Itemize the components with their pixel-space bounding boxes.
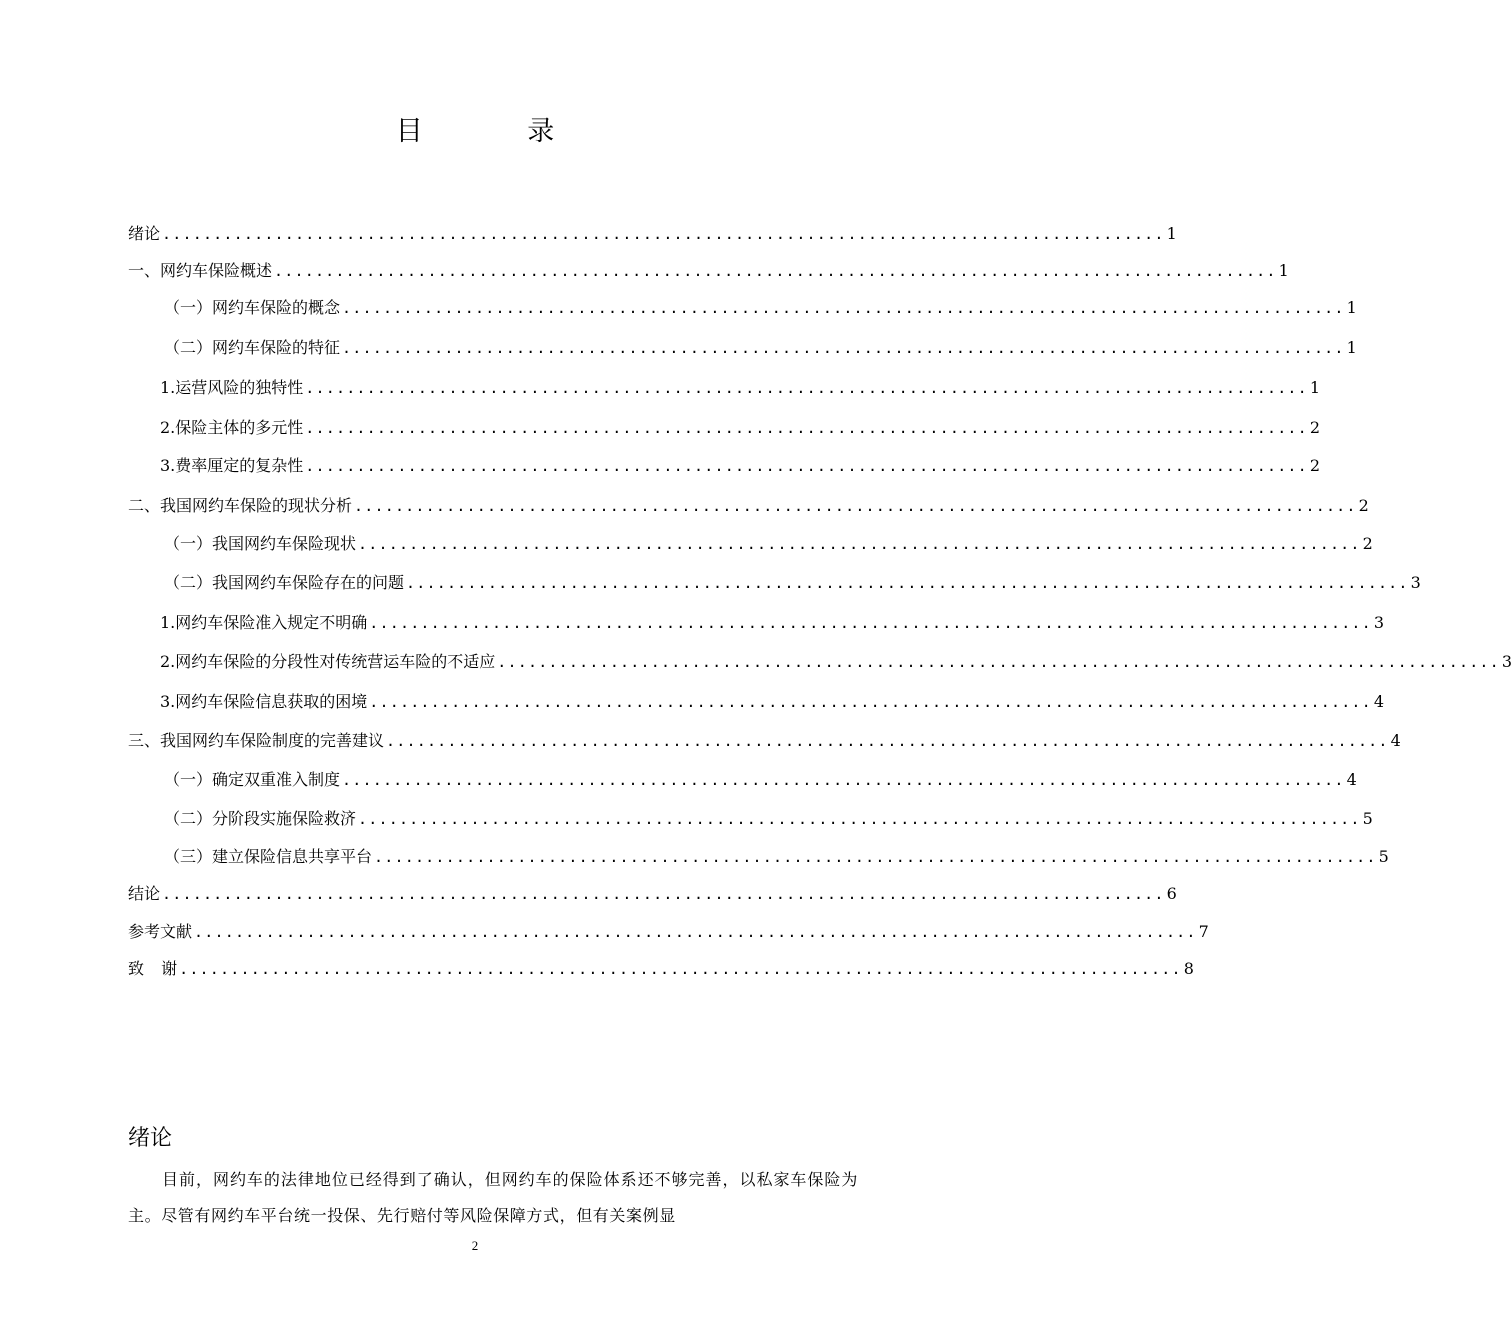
toc-entry[interactable]: [128, 334, 1357, 362]
toc-entry[interactable]: [128, 530, 1373, 558]
toc-entry-text: 1.运营风险的独特性: [160, 378, 304, 397]
toc-leader-dots: ..................................................................................................: [162, 225, 1165, 243]
toc-leader-dots: ..................................................................................................: [369, 614, 1372, 632]
toc-leader-dots: ..................................................................................................: [374, 848, 1377, 866]
toc-entry[interactable]: [128, 727, 1401, 755]
toc-entry-page: 7: [1198, 922, 1209, 941]
toc-entry-page: 3: [1501, 652, 1512, 671]
toc-entry-text: （一）网约车保险的概念: [164, 298, 341, 317]
toc-entry[interactable]: [128, 492, 1369, 520]
section-heading: 绪论: [128, 1126, 173, 1151]
toc-entry-text: 2.保险主体的多元性: [160, 418, 304, 437]
toc-entry-page: 8: [1183, 959, 1194, 978]
toc-entry-page: 1: [1166, 224, 1177, 243]
toc-entry[interactable]: [128, 918, 1209, 946]
toc-entry[interactable]: [128, 414, 1321, 442]
toc-entry-text: （二）分阶段实施保险救济: [164, 809, 357, 828]
toc-leader-dots: ..................................................................................................: [342, 771, 1345, 789]
toc-entry[interactable]: [128, 569, 1421, 597]
toc-entry[interactable]: [128, 294, 1357, 322]
toc-entry[interactable]: [128, 452, 1321, 480]
toc-title: 目 录: [395, 116, 603, 147]
toc-entry-text: 二、我国网约车保险的现状分析: [128, 496, 353, 515]
toc-leader-dots: ..................................................................................................: [179, 960, 1182, 978]
toc-leader-dots: ..................................................................................................: [162, 885, 1165, 903]
body-paragraph: 目前，网约车的法律地位已经得到了确认，但网约车的保险体系还不够完善，以私家车保险为主。尽管有网约车平台统一投保、先行赔付等风险保障方式，但有关案例显: [128, 1170, 858, 1225]
toc-entry-text: 结论: [128, 884, 161, 903]
toc-entry[interactable]: [128, 220, 1177, 248]
toc-entry-page: 2: [1309, 418, 1321, 437]
toc-entry[interactable]: [128, 880, 1177, 908]
toc-entry-page: 2: [1309, 456, 1321, 475]
toc-entry-page: 4: [1346, 770, 1357, 789]
toc-entry-page: 3: [1410, 573, 1421, 592]
toc-entry-page: 4: [1390, 731, 1401, 750]
toc-entry[interactable]: [128, 609, 1385, 637]
toc-entry-text: （二）我国网约车保险存在的问题: [164, 573, 405, 592]
toc-leader-dots: ..................................................................................................: [342, 299, 1345, 317]
toc-entry-text: 三、我国网约车保险制度的完善建议: [128, 731, 385, 750]
toc-entry[interactable]: [128, 688, 1385, 716]
toc-leader-dots: ..................................................................................................: [497, 653, 1500, 671]
toc-entry-page: 5: [1378, 847, 1389, 866]
toc-entry-page: 2: [1362, 534, 1373, 553]
toc-entry[interactable]: [128, 955, 1194, 983]
toc-leader-dots: ..................................................................................................: [358, 810, 1361, 828]
toc-entry-page: 5: [1362, 809, 1373, 828]
toc-entry-text: 3.网约车保险信息获取的困境: [160, 692, 368, 711]
toc-entry[interactable]: [128, 648, 1512, 676]
toc-entry-text: 3.费率厘定的复杂性: [160, 456, 304, 475]
toc-entry-text: 参考文献: [128, 922, 193, 941]
toc-leader-dots: ..................................................................................................: [305, 419, 1308, 437]
toc-entry[interactable]: [128, 843, 1389, 871]
toc-entry-text: （三）建立保险信息共享平台: [164, 847, 373, 866]
toc-entry-page: 1: [1346, 338, 1357, 357]
toc-entry-text: 1.网约车保险准入规定不明确: [160, 613, 368, 632]
toc-leader-dots: ..................................................................................................: [406, 574, 1409, 592]
toc-leader-dots: ..................................................................................................: [342, 339, 1345, 357]
toc-entry-page: 1: [1309, 378, 1321, 397]
toc-leader-dots: ..................................................................................................: [305, 457, 1308, 475]
toc-leader-dots: ..................................................................................................: [386, 732, 1389, 750]
toc-entry-text: （一）我国网约车保险现状: [164, 534, 357, 553]
toc-leader-dots: ..................................................................................................: [305, 379, 1308, 397]
toc-entry-page: 1: [1278, 261, 1289, 280]
toc-entry-page: 4: [1373, 692, 1385, 711]
toc-entry[interactable]: [128, 805, 1373, 833]
toc-entry[interactable]: [128, 257, 1289, 285]
toc-leader-dots: ..................................................................................................: [354, 497, 1357, 515]
toc-entry[interactable]: [128, 766, 1357, 794]
toc-leader-dots: ..................................................................................................: [194, 923, 1197, 941]
toc-leader-dots: ..................................................................................................: [274, 262, 1277, 280]
toc-entry-text: 绪论: [128, 224, 161, 243]
toc-entry[interactable]: [128, 374, 1321, 402]
toc-entry-text: 一、网约车保险概述: [128, 261, 273, 280]
toc-entry-text: （一）确定双重准入制度: [164, 770, 341, 789]
toc-entry-page: 6: [1166, 884, 1177, 903]
toc-entry-text: （二）网约车保险的特征: [164, 338, 341, 357]
toc-entry-page: 2: [1358, 496, 1369, 515]
toc-entry-text: 致 谢: [128, 959, 178, 978]
page-number: 2: [471, 1238, 479, 1253]
toc-entry-text: 2.网约车保险的分段性对传统营运车险的不适应: [160, 652, 496, 671]
toc-leader-dots: ..................................................................................................: [369, 693, 1372, 711]
toc-leader-dots: ..................................................................................................: [358, 535, 1361, 553]
toc-entry-page: 1: [1346, 298, 1357, 317]
toc-entry-page: 3: [1373, 613, 1385, 632]
